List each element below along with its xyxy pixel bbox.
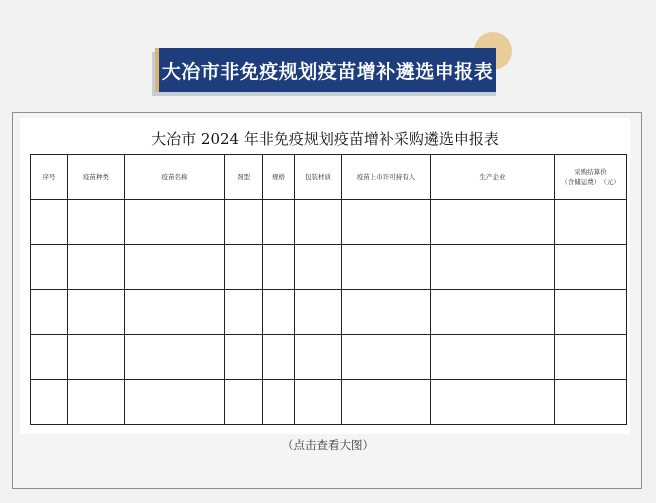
table-cell xyxy=(555,335,627,380)
table-cell xyxy=(225,380,263,425)
table-cell xyxy=(31,335,68,380)
table-cell xyxy=(295,200,342,245)
table-row xyxy=(31,290,627,335)
price-header-line1: 采购结算价 xyxy=(574,167,607,176)
table-row xyxy=(31,380,627,425)
table-row xyxy=(31,335,627,380)
table-cell xyxy=(295,380,342,425)
col-header-index: 序号 xyxy=(31,155,68,200)
table-cell xyxy=(68,290,125,335)
table-cell xyxy=(263,335,295,380)
table-cell xyxy=(342,335,431,380)
col-header-price xyxy=(555,155,627,200)
col-header-specification: 规格 xyxy=(263,155,295,200)
col-header-vaccine-type: 疫苗种类 xyxy=(68,155,125,200)
table-header-row xyxy=(31,155,627,200)
table-cell xyxy=(31,200,68,245)
table-cell xyxy=(555,290,627,335)
table-row xyxy=(31,245,627,290)
application-table xyxy=(30,154,627,425)
table-cell xyxy=(31,245,68,290)
table-body xyxy=(31,200,627,425)
table-cell xyxy=(431,380,555,425)
col-header-dosage-form: 剂型 xyxy=(225,155,263,200)
table-cell xyxy=(68,335,125,380)
table-cell xyxy=(225,200,263,245)
table-cell xyxy=(68,380,125,425)
table-cell xyxy=(342,200,431,245)
table-cell xyxy=(125,380,225,425)
table-cell xyxy=(342,290,431,335)
table-cell xyxy=(431,290,555,335)
banner-title: 大冶市非免疫规划疫苗增补遴选申报表 xyxy=(155,48,496,92)
table-cell xyxy=(295,290,342,335)
col-header-manufacturer: 生产企业 xyxy=(431,155,555,200)
table-cell xyxy=(225,335,263,380)
table-cell xyxy=(555,380,627,425)
table-cell xyxy=(555,200,627,245)
view-larger-hint[interactable]: （点击查看大图） xyxy=(282,438,374,452)
table-cell xyxy=(295,335,342,380)
table-cell xyxy=(342,380,431,425)
table-row xyxy=(31,200,627,245)
table-cell xyxy=(125,335,225,380)
col-header-license-holder: 疫苗上市许可持有人 xyxy=(342,155,431,200)
table-cell xyxy=(431,245,555,290)
table-cell xyxy=(31,380,68,425)
table-cell xyxy=(68,200,125,245)
table-cell xyxy=(263,290,295,335)
table-cell xyxy=(125,290,225,335)
table-cell xyxy=(431,335,555,380)
price-header-line2: （含储运费） （元） xyxy=(561,178,620,186)
table-cell xyxy=(263,245,295,290)
table-cell xyxy=(431,200,555,245)
table-cell xyxy=(31,290,68,335)
table-cell xyxy=(555,245,627,290)
table-cell xyxy=(68,245,125,290)
table-cell xyxy=(225,245,263,290)
table-cell xyxy=(342,245,431,290)
table-cell xyxy=(263,380,295,425)
table-cell xyxy=(225,290,263,335)
form-document[interactable] xyxy=(20,118,630,434)
table-cell xyxy=(263,200,295,245)
document-title: 大冶市 2024 年非免疫规划疫苗增补采购遴选申报表 xyxy=(151,130,499,148)
col-header-vaccine-name: 疫苗名称 xyxy=(125,155,225,200)
title-banner xyxy=(0,0,656,110)
table-cell xyxy=(125,245,225,290)
table-cell xyxy=(125,200,225,245)
col-header-packaging: 包装材质 xyxy=(295,155,342,200)
table-cell xyxy=(295,245,342,290)
